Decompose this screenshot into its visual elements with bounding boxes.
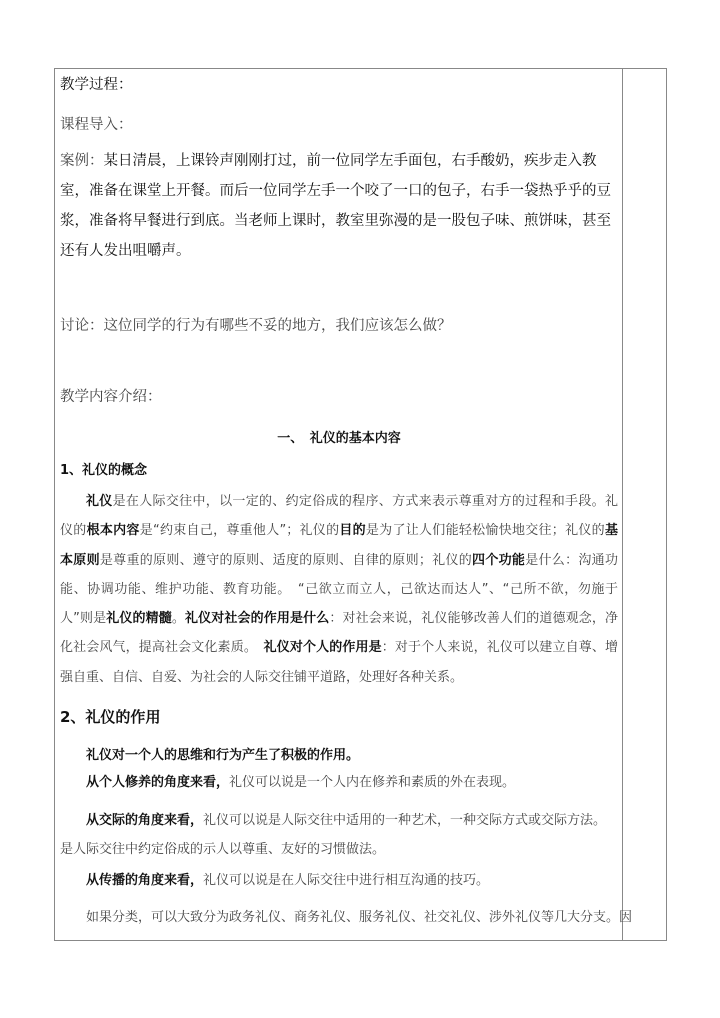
concept-bold-term: 礼仪对个人的作用是 [263,640,382,656]
concept-text: ：对社会来说，礼仪能够改善人们的道德观念，净化社会风气，提高社会文化素质。 [60,611,618,656]
concept-bold-term: 礼仪 [86,494,113,509]
intro-heading: 课程导入： [60,117,133,133]
role-communication-label: 从传播的角度来看， [86,873,204,888]
content-intro-heading: 教学内容介绍： [60,389,162,405]
sub1-title: 1、礼仪的概念 [60,463,148,478]
table-border-right [666,68,667,941]
concept-text: 是“约束自己，尊重他人”；礼仪的 [139,523,340,539]
sub2-title: 2、礼仪的作用 [60,708,161,726]
role-communication-text: 礼仪可以说是在人际交往中进行相互沟通的技巧。 [203,873,490,888]
concept-text: ：对于个人来说，礼仪可以建立自尊、增强自重、自信、自爱、为社会的人际交往铺平道路，处理好各种关系。 [60,640,618,685]
table-border-left [54,68,55,941]
role-communication [60,869,618,888]
concept-bold-term: 礼仪对社会的作用是什么 [184,611,330,627]
role-lead: 礼仪对一个人的思维和行为产生了积极的作用。 [86,748,360,763]
concept-text: 是为了让人们能轻松愉快地交往；礼仪的 [365,523,605,539]
case-text: 某日清晨，上课铃声刚刚打过，前一位同学左手面包，右手酸奶，疾步走入教室，准备在课堂上开餐。而后一位同学左手一个咬了一口的包子，右手一袋热乎乎的豆浆，准备将早餐进行到底。当老师上课时，教室里弥漫的是一股包子味、煎饼味，甚至还有人发出咀嚼声。 [60,153,611,259]
concept-bold-term: 基本原则 [60,523,618,568]
case-paragraph [60,146,618,266]
discussion-text: 讨论：这位同学的行为有哪些不妥的地方，我们应该怎么做？ [60,318,452,334]
concept-bold-term: 四个功能 [472,552,526,568]
concept-paragraph [60,487,618,692]
concept-bold-term: 礼仪的精髓 [106,611,172,627]
role-personal-label: 从个人修养的角度来看， [86,775,230,790]
classification-text: 如果分类，可以大致分为政务礼仪、商务礼仪、服务礼仪、社交礼仪、涉外礼仪等几大分支。因 [86,910,633,925]
case-label: 案例： [60,153,104,169]
process-heading: 教学过程： [60,77,133,93]
concept-text: 是什么：沟通功能、协调功能、维护功能、教育功能。 “己欲立而立人，己欲达而达人”、“己所不欲，勿施于人”则是 [60,552,618,627]
role-social-label: 从交际的角度来看， [86,813,204,828]
role-social [60,806,618,864]
table-column-divider [622,68,623,941]
role-personal-text: 礼仪可以说是一个人内在修养和素质的外在表现。 [229,775,516,790]
concept-text: 是尊重的原则、遵守的原则、适度的原则、自律的原则；礼仪的 [99,552,473,568]
concept-bold-term: 根本内容 [86,523,140,539]
table-border-bottom [54,940,667,941]
concept-text: 。 [171,611,185,627]
concept-text: 是在人际交往中，以一定的、约定俗成的程序、方式来表示尊重对方的过程和手段。礼仪的 [60,494,618,539]
role-social-text: 礼仪可以说是人际交往中适用的一种艺术，一种交际方式或交际方法。是人际交往中约定俗成的示人以尊重、友好的习惯做法。 [60,813,607,857]
concept-bold-term: 目的 [339,523,366,539]
role-personal [60,771,618,790]
table-border-top [54,68,667,69]
section1-title: 一、 礼仪的基本内容 [277,431,401,446]
